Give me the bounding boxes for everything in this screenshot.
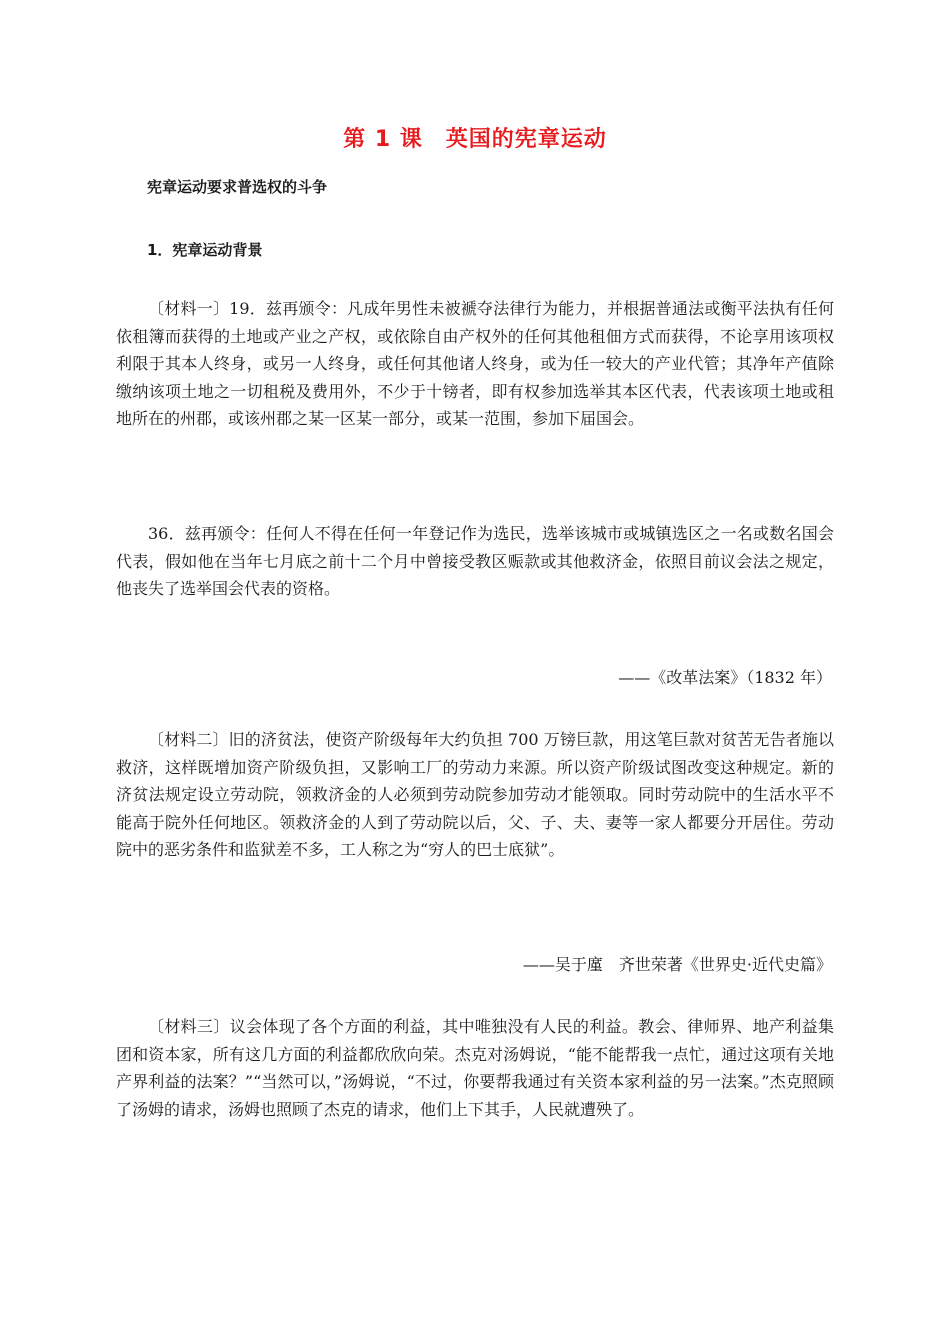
material2-source: ——吴于廑 齐世荣著《世界史·近代史篇》 — [522, 955, 832, 974]
lesson-title: 第 1 课 英国的宪章运动 — [343, 127, 607, 152]
subsection-heading: 1．宪章运动背景 — [147, 241, 263, 259]
section-heading: 宪章运动要求普选权的斗争 — [147, 178, 328, 196]
material1-source: ——《改革法案》（1832 年） — [618, 668, 832, 687]
material1-paragraph-2: 36．兹再颁令：任何人不得在任何一年登记作为选民，选举该城市或城镇选区之一名或数名国会代表，假如他在当年七月底之前十二个月中曾接受教区赈款或其他救济金，依照目前议会法之规定，他丧失了选举国会代表的资格。 — [116, 524, 834, 598]
material1-paragraph-1: 〔材料一〕19．兹再颁令：凡成年男性未被褫夺法律行为能力，并根据普通法或衡平法执有任何依租簿而获得的土地或产业之产权，或依除自由产权外的任何其他租佃方式而获得，不论享用该项权利限于其本人终身，或另一人终身，或任何其他诸人终身，或为任一较大的产业代管；其净年产值除缴纳该项土地之一切租税及费用外，不少于十镑者，即有权参加选举其本区代表，代表该项土地或租地所在的州郡，或该州郡之某一区某一部分，或某一范围，参加下届国会。 — [116, 299, 834, 428]
material2-paragraph: 〔材料二〕旧的济贫法，使资产阶级每年大约负担 700 万镑巨款，用这笔巨款对贫苦无告者施以救济，这样既增加资产阶级负担，又影响工厂的劳动力来源。所以资产阶级试图改变这种规定。新的济贫法规定设立劳动院，领救济金的人必须到劳动院参加劳动才能领取。同时劳动院中的生活水平不能高于院外任何地区。领救济金的人到了劳动院以后，父、子、夫、妻等一家人都要分开居住。劳动院中的恶劣条件和监狱差不多，工人称之为“穷人的巴士底狱”。 — [116, 730, 834, 859]
material3-paragraph: 〔材料三〕议会体现了各个方面的利益，其中唯独没有人民的利益。教会、律师界、地产利益集团和资本家，所有这几方面的利益都欣欣向荣。杰克对汤姆说，“能不能帮我一点忙，通过这项有关地产界利益的法案？”“当然可以，”汤姆说，“不过，你要帮我通过有关资本家利益的另一法案。”杰克照顾了汤姆的请求，汤姆也照顾了杰克的请求，他们上下其手，人民就遭殃了。 — [116, 1017, 834, 1119]
